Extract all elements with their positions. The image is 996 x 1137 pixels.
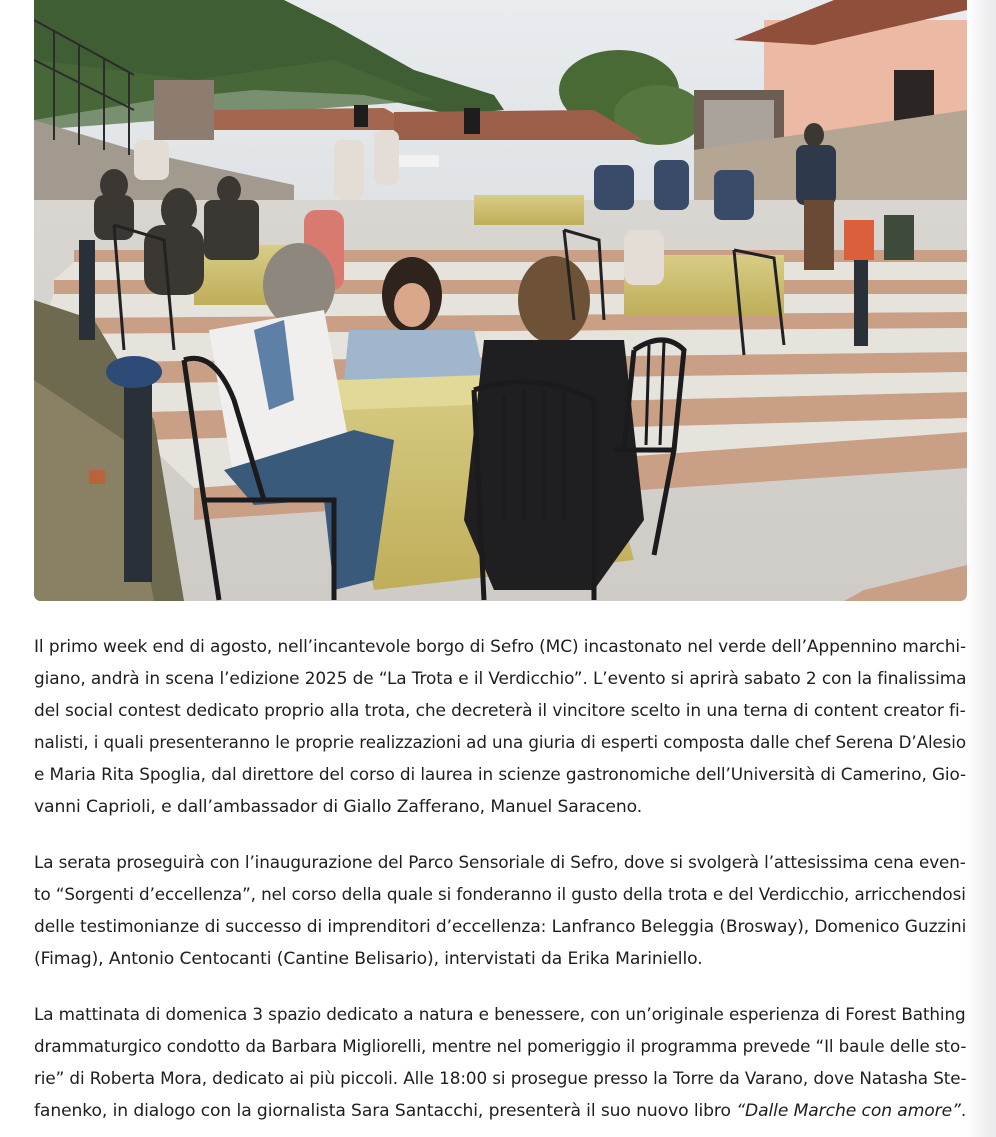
text-line: delle testimonianze di successo di imprenditori d’eccellenza: Lanfranco Beleggia (Brosway), Domenico Guzzini [34, 917, 967, 937]
text-line: e Maria Rita Spoglia, dal direttore del corso di laurea in scienze gastronomiche dell’Università di Camerino, Gio- [34, 765, 966, 785]
article-hero-photo [34, 0, 967, 601]
article-paragraph-1 [34, 631, 968, 823]
text-line: rie” di Roberta Mora, dedicato ai più piccoli. Alle 18:00 si prosegue presso la Torre da Varano, dove Natasha Ste- [34, 1069, 967, 1089]
text-line: giano, andrà in scena l’edizione 2025 de “La Trota e il Verdicchio”. L’evento si aprirà sabato 2 con la finalissima [34, 669, 967, 689]
text-line: La serata proseguirà con l’inaugurazione del Parco Sensoriale di Sefro, dove si svolgerà l’attesissima cena even- [34, 853, 966, 873]
page-edge-shadow [966, 0, 996, 1137]
text-line: vanni Caprioli, e dall’ambassador di Giallo Zafferano, Manuel Saraceno. [34, 797, 643, 817]
text-segment: . [960, 1101, 967, 1121]
text-line: nalisti, i quali presenteranno le proprie realizzazioni ad una giuria di esperti composta dalle chef Serena D’Alesio [34, 733, 966, 753]
text-segment: fanenko, in dialogo con la giornalista Sara Santacchi, presenterà il suo nuovo libro [34, 1101, 737, 1121]
text-line: La mattinata di domenica 3 spazio dedicato a natura e benessere, con un’originale esperienza di Forest Bathing [34, 1005, 966, 1025]
text-line: (Fimag), Antonio Centocanti (Cantine Belisario), intervistati da Erika Mariniello. [34, 949, 703, 969]
outdoor-dinner-photo-illustration [34, 0, 967, 601]
article-paragraph-3 [34, 999, 968, 1127]
text-line: drammaturgico condotto da Barbara Migliorelli, mentre nel pomeriggio il programma prevede “Il baule delle sto- [34, 1037, 967, 1057]
article-body [34, 631, 968, 1137]
text-line: Il primo week end di agosto, nell’incantevole borgo di Sefro (MC) incastonato nel verde dell’Appennino marchi- [34, 637, 967, 657]
book-title: “Dalle Marche con amore” [736, 1101, 961, 1121]
text-line: to “Sorgenti d’eccellenza”, nel corso della quale si fonderanno il gusto della trota e del Verdicchio, arricchendosi [34, 885, 966, 905]
article-paragraph-2 [34, 847, 968, 975]
text-line: del social contest dedicato proprio alla trota, che decreterà il vincitore scelto in una terna di content creator fi- [34, 701, 966, 721]
text-line [34, 1095, 965, 1127]
